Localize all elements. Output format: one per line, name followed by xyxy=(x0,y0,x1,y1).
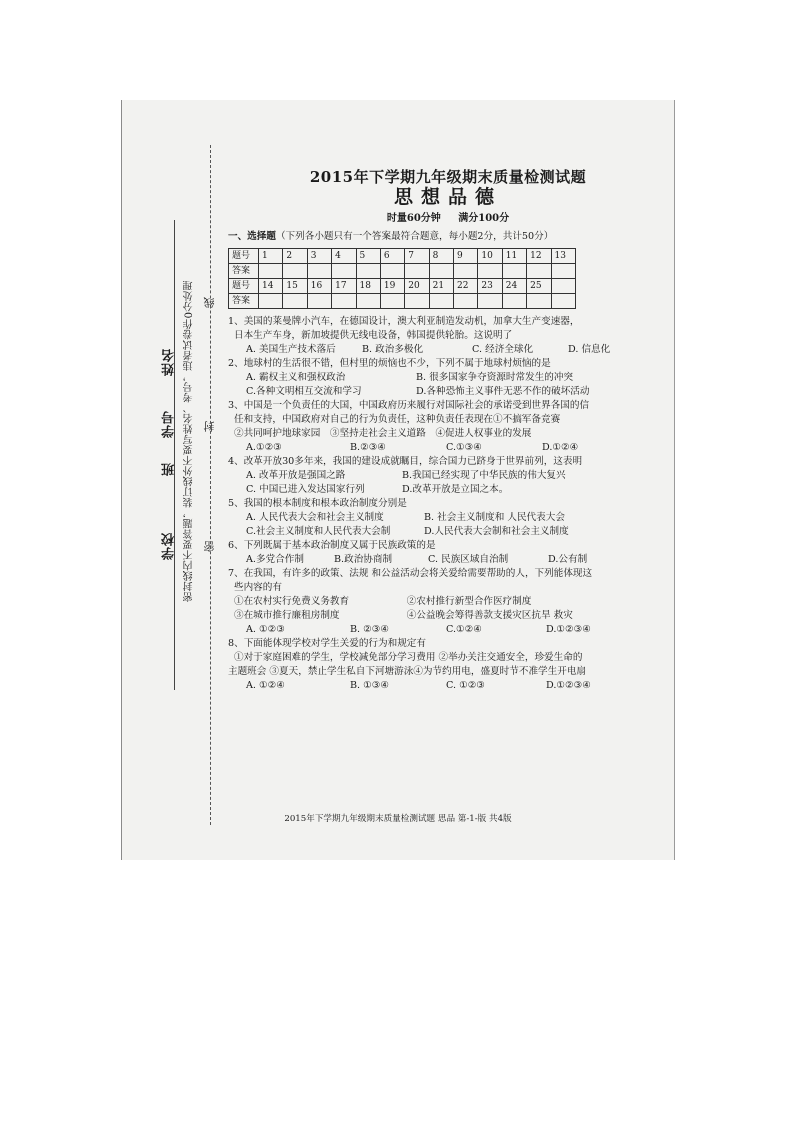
option-d[interactable]: D.改革开放是立国之本。 xyxy=(402,484,509,495)
option-row xyxy=(228,385,668,399)
option-row xyxy=(228,679,668,693)
question-stem-cont: ②共同呵护地球家园 ③坚持走社会主义道路 ④促进人权事业的发展 xyxy=(234,428,532,439)
question-7 xyxy=(228,567,668,637)
section-heading xyxy=(228,230,668,244)
option-b[interactable]: B.政治协商制 xyxy=(334,554,393,565)
question-stem: 3、中国是一个负责任的大国，中国政府历来履行对国际社会的承诺受到世界各国的信 xyxy=(228,400,590,411)
time-limit: 时量60分钟 xyxy=(386,213,441,224)
row-label: 题号 xyxy=(229,279,259,294)
exam-title: 2015年下学期九年级期末质量检测试题 xyxy=(309,168,587,186)
option-row xyxy=(228,553,668,567)
option-row xyxy=(228,483,668,497)
qnum-cell: 21 xyxy=(429,279,453,294)
qnum-cell: 2 xyxy=(283,249,307,264)
number-label: 学号 xyxy=(162,410,177,438)
answer-cell[interactable] xyxy=(405,294,429,309)
qnum-cell: 17 xyxy=(332,279,356,294)
answer-cell[interactable] xyxy=(405,264,429,279)
option-a[interactable]: A. 改革开放是强国之路 xyxy=(246,470,346,481)
answer-cell[interactable] xyxy=(551,264,575,279)
question-stem: 1、美国的莱曼牌小汽车，在德国设计，澳大利亚制造发动机，加拿大生产变速器， xyxy=(228,316,580,327)
row-label: 答案 xyxy=(229,294,259,309)
question-3 xyxy=(228,399,668,455)
answer-cell[interactable] xyxy=(478,264,502,279)
answer-cell[interactable] xyxy=(332,264,356,279)
qnum-cell: 7 xyxy=(405,249,429,264)
answer-cell[interactable] xyxy=(259,264,283,279)
question-stem: 6、下列既属于基本政治制度又属于民族政策的是 xyxy=(228,540,436,551)
full-score: 满分100分 xyxy=(458,213,510,224)
option-c[interactable]: C. 民族区域自治制 xyxy=(428,554,509,565)
option-a[interactable]: A.多党合作制 xyxy=(246,554,304,565)
qnum-cell: 15 xyxy=(283,279,307,294)
option-b[interactable]: B. 很多国家争夺资源时常发生的冲突 xyxy=(416,372,574,383)
option-row xyxy=(228,511,668,525)
question-5 xyxy=(228,497,668,539)
question-8 xyxy=(228,637,668,693)
question-6 xyxy=(228,539,668,567)
answer-cell[interactable] xyxy=(454,264,478,279)
qnum-cell: 25 xyxy=(527,279,551,294)
qnum-cell xyxy=(551,279,575,294)
option-c[interactable]: C.①②④ xyxy=(446,624,482,635)
question-stem: 2、地球村的生活很不错，但村里的烦恼也不少，下列不属于地球村烦恼的是 xyxy=(228,358,551,369)
subject-title: 思想品德 xyxy=(393,186,502,208)
answer-cell[interactable] xyxy=(380,294,404,309)
option-c[interactable]: C. ①②③ xyxy=(446,680,485,691)
qnum-cell: 1 xyxy=(259,249,283,264)
option-c[interactable]: C.①③④ xyxy=(446,442,482,453)
row-label: 答案 xyxy=(229,264,259,279)
answer-cell[interactable] xyxy=(527,294,551,309)
answer-cell[interactable] xyxy=(332,294,356,309)
name-label: 姓名 xyxy=(162,348,177,376)
seal-dashed-line xyxy=(210,145,211,825)
scanned-exam-page xyxy=(121,100,675,860)
option-d[interactable]: D.①②③④ xyxy=(546,680,591,691)
seal-line-label: 线 xyxy=(203,296,216,308)
option-a[interactable]: A. ①②③ xyxy=(246,624,285,635)
qnum-cell: 20 xyxy=(405,279,429,294)
qnum-cell: 12 xyxy=(527,249,551,264)
binding-strip xyxy=(122,100,216,860)
option-c[interactable]: C. 经济全球化 xyxy=(472,344,534,355)
option-d[interactable]: D.各种恐怖主义事件无恶不作的破坏活动 xyxy=(416,386,590,397)
qnum-cell: 13 xyxy=(551,249,575,264)
option-row xyxy=(228,371,668,385)
option-c[interactable]: C.社会主义制度和人民代表大会制 xyxy=(246,526,391,537)
seal-mi-label: 密 xyxy=(203,540,216,552)
question-stem: 8、下面能体现学校对学生关爱的行为和规定有 xyxy=(228,638,426,649)
option-d[interactable]: D. 信息化 xyxy=(568,344,611,355)
answer-cell[interactable] xyxy=(429,264,453,279)
answer-cell[interactable] xyxy=(478,294,502,309)
option-d[interactable]: D.公有制 xyxy=(548,554,588,565)
option-c[interactable]: C.各种文明相互交流和学习 xyxy=(246,386,362,397)
qnum-cell: 18 xyxy=(356,279,380,294)
question-stem: 4、改革开放30多年来，我国的建设成就瞩目，综合国力已跻身于世界前列，这表明 xyxy=(228,456,583,467)
qnum-cell: 5 xyxy=(356,249,380,264)
section-instruction: （下列各小题只有一个答案最符合题意，每小题2分，共计50分） xyxy=(275,231,554,242)
answer-cell[interactable] xyxy=(356,264,380,279)
school-label: 学校 xyxy=(162,532,177,560)
page-footer: 2015年下学期九年级期末质量检测试题 思品 第-1-版 共4版 xyxy=(284,814,512,824)
question-stem-cont: 任和支持，中国政府对自己的行为负责任，这种负责任表现在①不搞军备竞赛 xyxy=(234,414,561,425)
qnum-cell: 4 xyxy=(332,249,356,264)
qnum-cell: 19 xyxy=(380,279,404,294)
option-a[interactable]: A. 人民代表大会和社会主义制度 xyxy=(246,512,384,523)
question-stem-cont: ①在农村实行免费义务教育 ②农村推行新型合作医疗制度 xyxy=(234,596,532,607)
question-stem-cont: 日本生产车身，新加坡提供无线电设备，韩国提供轮胎。这说明了 xyxy=(234,330,513,341)
qnum-cell: 8 xyxy=(429,249,453,264)
option-d[interactable]: D.①②③④ xyxy=(546,624,591,635)
option-b[interactable]: B.我国已经实现了中华民族的伟大复兴 xyxy=(402,470,566,481)
option-row xyxy=(228,469,668,483)
qnum-cell: 24 xyxy=(502,279,526,294)
qnum-cell: 6 xyxy=(380,249,404,264)
option-b[interactable]: B. ①③④ xyxy=(350,680,389,691)
exam-content xyxy=(228,170,668,693)
answer-cell[interactable] xyxy=(551,294,575,309)
answer-cell[interactable] xyxy=(429,294,453,309)
option-row xyxy=(228,525,668,539)
answer-cell[interactable] xyxy=(380,264,404,279)
answer-cell[interactable] xyxy=(259,294,283,309)
qnum-cell: 9 xyxy=(454,249,478,264)
answer-cell[interactable] xyxy=(356,294,380,309)
answer-cell[interactable] xyxy=(454,294,478,309)
question-stem: 5、我国的根本制度和根本政治制度分别是 xyxy=(228,498,407,509)
answer-cell[interactable] xyxy=(527,264,551,279)
answer-cell[interactable] xyxy=(502,264,526,279)
option-row xyxy=(228,623,668,637)
option-b[interactable]: B. ②③④ xyxy=(350,624,389,635)
answer-cell[interactable] xyxy=(502,294,526,309)
question-stem-cont: 些内容的有 xyxy=(234,582,282,593)
qnum-cell: 11 xyxy=(502,249,526,264)
option-c[interactable]: C. 中国已进入发达国家行列 xyxy=(246,484,365,495)
option-row xyxy=(228,343,668,357)
question-1 xyxy=(228,315,668,357)
option-d[interactable]: D.人民代表大会制和社会主义制度 xyxy=(424,526,569,537)
table-row xyxy=(229,279,576,294)
option-a[interactable]: A.①②③ xyxy=(246,442,282,453)
question-stem-cont: 主题班会 ③夏天，禁止学生私自下河塘游泳④为节约用电，盛夏时节不准学生开电扇 xyxy=(228,666,587,677)
row-label: 题号 xyxy=(229,249,259,264)
answer-table xyxy=(228,248,576,309)
table-row xyxy=(229,294,576,309)
warning-note: 密封线内不要答题，装订线外不要写姓名、考号，违者试卷作0分处理 xyxy=(184,280,195,602)
option-row xyxy=(228,441,668,455)
qnum-cell: 23 xyxy=(478,279,502,294)
qnum-cell: 16 xyxy=(307,279,331,294)
question-stem: 7、在我国，有许多的政策、法规 和公益活动会将关爱给需要帮助的人，下列能体现这 xyxy=(228,568,593,579)
answer-cell[interactable] xyxy=(307,264,331,279)
question-stem-cont: ③在城市推行廉租房制度 ④公益晚会筹得善款支援灾区抗旱 救灾 xyxy=(234,610,573,621)
option-b[interactable]: B.②③④ xyxy=(350,442,386,453)
answer-cell[interactable] xyxy=(283,264,307,279)
exam-meta xyxy=(228,212,668,226)
option-a[interactable]: A. ①②④ xyxy=(246,680,285,691)
section-label: 一、选择题 xyxy=(228,231,276,242)
option-b[interactable]: B. 政治多极化 xyxy=(362,344,424,355)
qnum-cell: 10 xyxy=(478,249,502,264)
fill-line xyxy=(174,220,175,690)
option-a[interactable]: A. 美国生产技术落后 xyxy=(246,344,336,355)
answer-cell[interactable] xyxy=(307,294,331,309)
option-a[interactable]: A. 霸权主义和强权政治 xyxy=(246,372,346,383)
qnum-cell: 3 xyxy=(307,249,331,264)
qnum-cell: 22 xyxy=(454,279,478,294)
option-b[interactable]: B. 社会主义制度和 人民代表大会 xyxy=(424,512,565,523)
question-stem-cont: ①对于家庭困难的学生，学校减免部分学习费用 ②举办关注交通安全，珍爱生命的 xyxy=(234,652,583,663)
question-4 xyxy=(228,455,668,497)
table-row xyxy=(229,249,576,264)
question-2 xyxy=(228,357,668,399)
option-d[interactable]: D.①②④ xyxy=(542,442,579,453)
table-row xyxy=(229,264,576,279)
answer-cell[interactable] xyxy=(283,294,307,309)
class-label: 班 xyxy=(162,462,177,476)
qnum-cell: 14 xyxy=(259,279,283,294)
seal-feng-label: 封 xyxy=(203,420,216,432)
